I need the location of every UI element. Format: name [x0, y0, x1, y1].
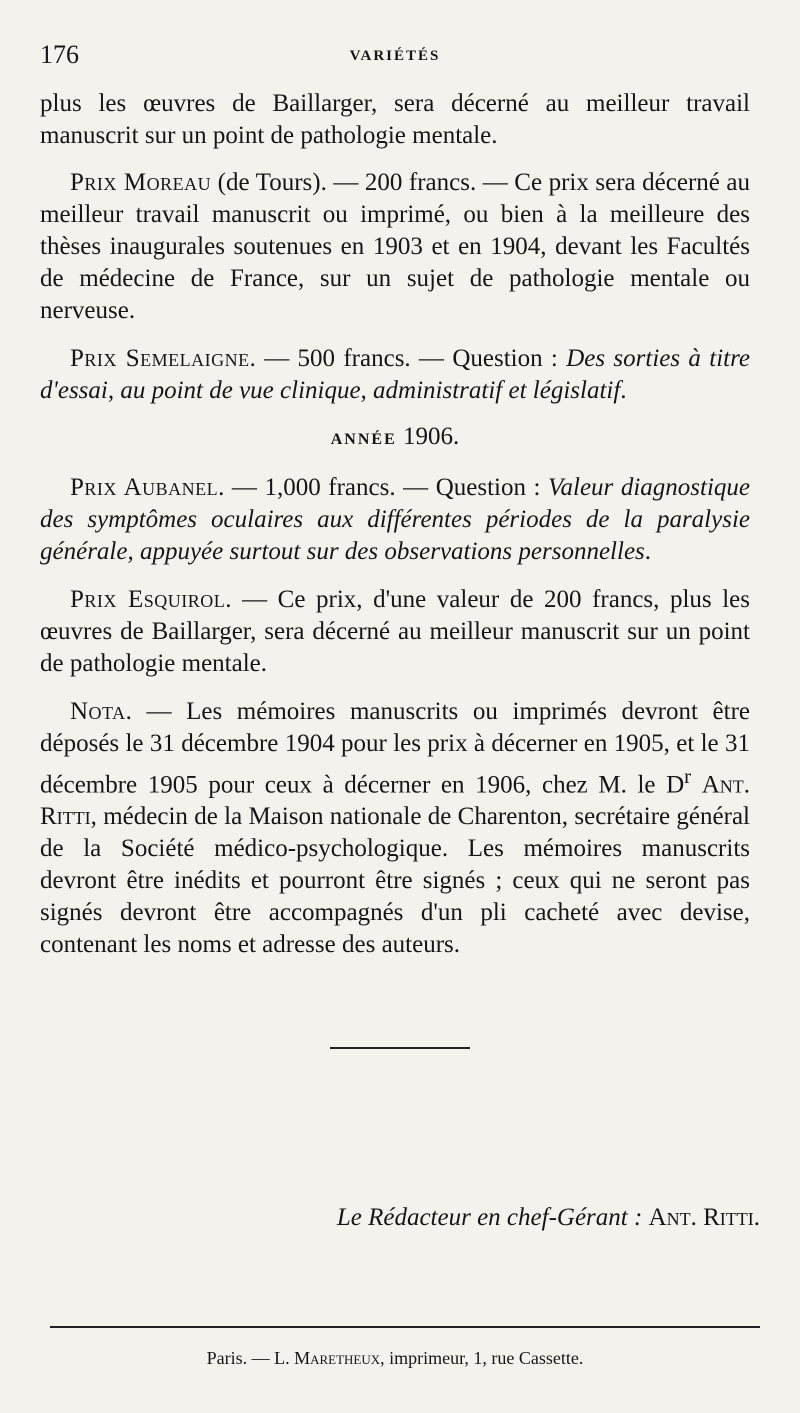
- prix-moreau-label: Prix Moreau: [70, 169, 212, 196]
- year-value: 1906.: [403, 423, 460, 450]
- printer-imprint: [40, 1348, 750, 1369]
- prix-aubanel-question: Valeur diagnostique des symptômes oculaires aux différentes périodes de la paralysie générale, appuyée surtout sur des observations personnelles: [40, 474, 750, 565]
- prix-esquirol-label: Prix Esquirol: [70, 586, 226, 613]
- imprint-city: Paris. — L.: [206, 1348, 295, 1368]
- prix-semelaigne-text: . — 500 francs. — Question :: [249, 345, 567, 372]
- nota-name: Ant. Ritti: [40, 771, 751, 831]
- prix-aubanel-label: Prix Aubanel: [70, 474, 219, 501]
- prix-aubanel-end: .: [644, 538, 652, 565]
- running-head: VARIÉTÉS: [349, 48, 441, 64]
- section-rule: [330, 1047, 470, 1049]
- prix-moreau-text: (de Tours). — 200 francs. — Ce prix sera décerné au meilleur travail manuscrit ou imprimé, ou bien à la meilleure des thèses inaugurales soutenues en 1903 et en 1904, devant les Facultés de médecine de France, sur un sujet de pathologie mentale ou nerveuse.: [40, 169, 750, 324]
- page-header: [40, 40, 750, 80]
- nota-text-2: , médecin de la Maison nationale de Charenton, secrétaire général de la Société médico-psychologique. Les mémoires manuscrits devront être inédits et pourront être signés ; ceux qui ne seront pas signés devront être accompagnés d'un pli cacheté avec devise, contenant les noms et adresse des auteurs.: [40, 803, 750, 959]
- intro-text: plus les œuvres de Baillarger, sera décerné au meilleur travail manuscrit sur un point de pathologie mentale.: [40, 90, 750, 149]
- intro-paragraph: [40, 88, 750, 152]
- nota-label: Nota: [70, 698, 126, 725]
- nota-paragraph: [40, 696, 750, 961]
- signature-title: Le Rédacteur en chef-Gérant :: [336, 1204, 649, 1231]
- prix-aubanel-text: . — 1,000 francs. — Question :: [218, 474, 549, 501]
- prix-semelaigne-end: .: [620, 377, 627, 404]
- year-label: ANNÉE: [330, 431, 397, 448]
- prix-esquirol-text: . — Ce prix, d'une valeur de 200 francs, plus les œuvres de Baillarger, sera décerné au meilleur manuscrit sur un point de pathologie mentale.: [40, 586, 750, 677]
- page-number: 176: [40, 40, 79, 69]
- footer-rule: [50, 1326, 760, 1328]
- prix-semelaigne-paragraph: [40, 343, 750, 407]
- signature-name: Ant. Ritti.: [648, 1204, 760, 1231]
- prix-semelaigne-question: Des sorties à titre d'essai, au point de vue clinique, administratif et législatif: [40, 345, 750, 404]
- editor-signature: [337, 1204, 760, 1232]
- prix-aubanel-paragraph: [40, 472, 750, 568]
- page-body: [40, 88, 750, 961]
- prix-moreau-paragraph: [40, 167, 750, 327]
- nota-text-1: . — Les mémoires manuscrits ou imprimés devront être déposés le 31 décembre 1904 pour les prix à décerner en 1905, et le 31 décembre 1905 pour ceux à décerner en 1906, chez M. le D: [40, 698, 750, 799]
- nota-doctor-superscript: r: [684, 764, 692, 788]
- imprint-rest: , imprimeur, 1, rue Cassette.: [380, 1348, 584, 1368]
- imprint-printer: Maretheux: [294, 1348, 381, 1368]
- prix-esquirol-paragraph: [40, 584, 750, 680]
- year-heading: [40, 421, 750, 456]
- prix-semelaigne-label: Prix Semelaigne: [70, 345, 250, 372]
